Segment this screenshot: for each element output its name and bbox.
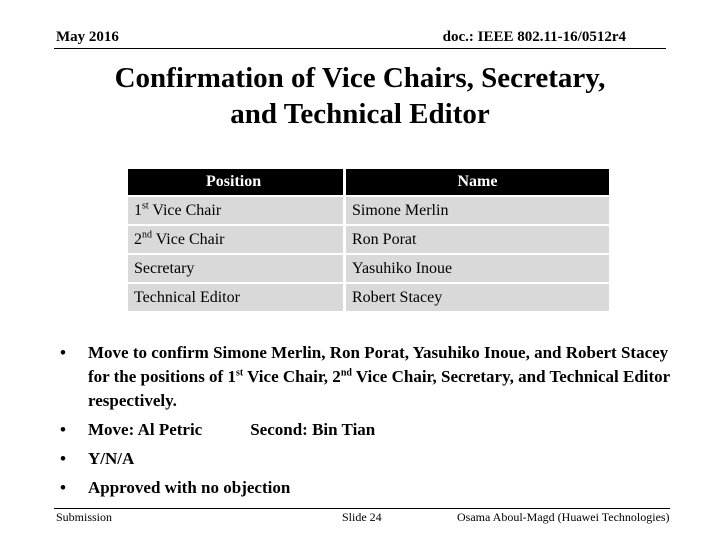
officers-table [125, 167, 606, 313]
position-cell: 1st Vice Chair [128, 197, 343, 224]
footer-rule [54, 508, 670, 509]
slide-title [40, 60, 680, 132]
bullet-dot: • [60, 449, 66, 468]
title-line-1: Confirmation of Vice Chairs, Secretary, [114, 62, 606, 94]
footer-submission: Submission [56, 510, 113, 524]
bullet-result: • Approved with no objection [58, 476, 678, 500]
header-position: Position [128, 169, 343, 195]
name-cell: Simone Merlin [346, 197, 609, 224]
header-name: Name [346, 169, 609, 195]
bullet-vote: • Y/N/A [58, 447, 678, 471]
position-cell: 2nd Vice Chair [128, 226, 343, 253]
header-doc-id: doc.: IEEE 802.11-16/0512r4 [442, 29, 626, 45]
mover: Move: Al Petric [88, 420, 203, 439]
bullet-dot: • [60, 343, 66, 362]
table-row [128, 197, 609, 224]
name-cell: Yasuhiko Inoue [346, 255, 609, 282]
bullet-move-second [58, 418, 678, 442]
bullet-dot: • [60, 420, 66, 439]
name-cell: Robert Stacey [346, 284, 609, 311]
header-date: May 2016 [56, 29, 119, 45]
table-row [128, 226, 609, 253]
table-row [128, 284, 609, 311]
seconder: Second: Bin Tian [250, 420, 376, 439]
bullet-list [58, 341, 678, 505]
table-row [128, 255, 609, 282]
name-cell: Ron Porat [346, 226, 609, 253]
position-cell: Technical Editor [128, 284, 343, 311]
footer-author: Osama Aboul-Magd (Huawei Technologies) [457, 510, 670, 524]
bullet-dot: • [60, 478, 66, 497]
table-header-row [128, 169, 609, 195]
footer-slide-number: Slide 24 [342, 510, 382, 524]
title-line-2: and Technical Editor [230, 98, 490, 130]
bullet-motion: • Move to confirm Simone Merlin, Ron Porat, Yasuhiko Inoue, and Robert Stacey for the positions of 1st Vice Chair, 2nd Vice Chair, Secretary, and Technical Editor respectively. [60, 343, 670, 410]
header-rule [54, 48, 666, 49]
position-cell: Secretary [128, 255, 343, 282]
